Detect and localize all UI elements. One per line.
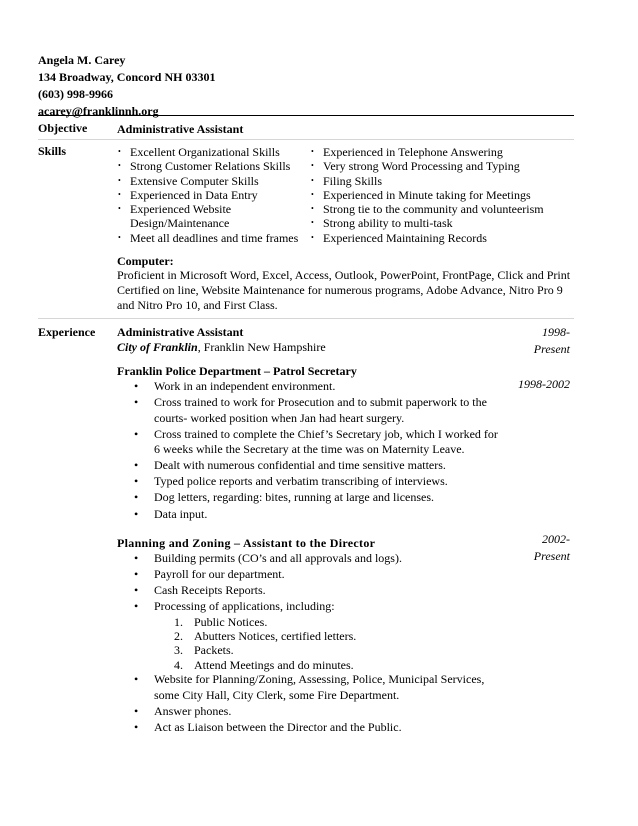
- computer-skills-text: Proficient in Microsoft Word, Excel, Access, Outlook, PowerPoint, FrontPage, Click and Print Certified on line, Website Maintenance for numerous programs, Adobe Advance, Nitro Pro 9 and Nitro Pro 10, and First Class.: [117, 268, 571, 312]
- skill-item: • Filing Skills: [310, 174, 575, 188]
- computer-heading: Computer:: [117, 254, 174, 268]
- objective-text: Administrative Assistant: [117, 122, 244, 136]
- duty-item: • Website for Planning/Zoning, Assessing, Police, Municipal Services, some City Hall, City Clerk, some Fire Department.: [117, 672, 502, 703]
- skills-list-right: [310, 145, 575, 245]
- objective-label: Objective: [38, 121, 88, 135]
- duty-item: • Payroll for our department.: [117, 567, 502, 583]
- job-date: [534, 324, 570, 358]
- skill-item: • Experienced Website Design/Maintenance: [117, 202, 270, 231]
- applicant-name: Angela M. Carey: [38, 53, 126, 67]
- duty-item: • Dog letters, regarding: bites, running at large and licenses.: [117, 490, 502, 506]
- duty-item: • Building permits (CO’s and all approvals and logs).: [117, 551, 502, 567]
- duty-item: • Work in an independent environment.: [117, 379, 502, 395]
- applicant-phone: (603) 998-9966: [38, 87, 113, 101]
- duty-item: • Data input.: [117, 507, 502, 523]
- applications-numbered-list: [100, 615, 480, 672]
- numbered-item: 4. Attend Meetings and do minutes.: [174, 657, 354, 672]
- duty-item: • Processing of applications, including:: [117, 599, 502, 615]
- employer-line: [117, 340, 326, 355]
- duty-item: • Cash Receipts Reports.: [117, 583, 502, 599]
- duty-item: • Typed police reports and verbatim transcribing of interviews.: [117, 474, 502, 490]
- position-date: [534, 531, 570, 565]
- position-date: 1998-2002: [518, 377, 570, 391]
- contact-header: [38, 52, 215, 120]
- position-title: Franklin Police Department – Patrol Secretary: [117, 364, 357, 378]
- duty-item: • Answer phones.: [117, 704, 502, 720]
- job-title: Administrative Assistant: [117, 325, 244, 339]
- numbered-item: 1. Public Notices.: [174, 615, 268, 629]
- skill-item: • Very strong Word Processing and Typing: [310, 159, 575, 173]
- experience-label: Experience: [38, 325, 96, 339]
- numbered-item: 3. Packets.: [174, 643, 234, 658]
- position-duties-list: [117, 379, 502, 523]
- skill-item: • Extensive Computer Skills: [117, 174, 307, 188]
- skill-item: • Strong tie to the community and volunteerism: [310, 202, 575, 216]
- skills-label: Skills: [38, 144, 67, 158]
- duty-item: • Dealt with numerous confidential and time sensitive matters.: [117, 458, 502, 474]
- objective-divider: [38, 139, 574, 140]
- applicant-address: 134 Broadway, Concord NH 03301: [38, 70, 216, 84]
- skill-item: • Excellent Organizational Skills: [117, 145, 307, 159]
- duty-item: • Cross trained to work for Prosecution and to submit paperwork to the courts- worked position when Jan had heart surgery.: [117, 395, 502, 426]
- employer-location: , Franklin New Hampshire: [197, 340, 326, 354]
- skill-item: • Meet all deadlines and time frames: [117, 231, 307, 245]
- skill-item: • Strong Customer Relations Skills: [117, 159, 307, 173]
- skills-divider: [38, 318, 574, 319]
- position-duties-list-continued: [117, 672, 502, 736]
- position-duties-list: [117, 551, 502, 615]
- applicant-email: acarey@franklinnh.org: [38, 104, 159, 118]
- skill-item: • Experienced in Data Entry: [117, 188, 307, 202]
- position-date-end: Present: [533, 549, 570, 563]
- numbered-item: 2. Abutters Notices, certified letters.: [174, 629, 357, 644]
- employer-name: City of Franklin: [117, 340, 198, 354]
- skill-item: • Experienced in Telephone Answering: [310, 145, 575, 159]
- duty-item: • Cross trained to complete the Chief’s Secretary job, which I worked for 6 weeks while the Secretary at the time was on Maternity Leave.: [117, 427, 502, 458]
- skills-list-left: [117, 145, 307, 245]
- job-date-end: Present: [533, 342, 570, 356]
- header-divider: [38, 115, 574, 116]
- skill-item: • Experienced Maintaining Records: [310, 231, 575, 245]
- position-date-start: 2002-: [542, 532, 570, 546]
- skill-item: • Experienced in Minute taking for Meetings: [310, 188, 575, 202]
- position-title: Planning and Zoning – Assistant to the Director: [117, 536, 376, 550]
- skill-item: • Strong ability to multi-task: [310, 216, 575, 230]
- duty-item: • Act as Liaison between the Director and the Public.: [117, 720, 502, 736]
- job-date-start: 1998-: [542, 325, 570, 339]
